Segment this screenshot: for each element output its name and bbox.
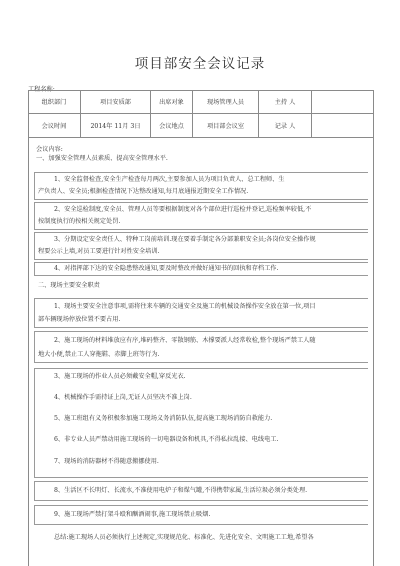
site-item-6: 6、非专业人员严禁动用施工现场的一切电器设备和机具,不得私拉乱接、电线电工. xyxy=(54,436,279,443)
item-3-line-2: 程要公示上墙,对员工要进行针对性安全培训. xyxy=(38,248,160,255)
site-item-9: 9、施工现场严禁打架斗殴和酗酒闹事,施工现场禁止吸烟. xyxy=(54,511,211,518)
section-heading-management: 一、加强安全管理人员素质、提高安全管理水平. xyxy=(36,155,168,162)
site-item-2-line-1: 2、施工现场的材料堆放应有序,堆码整齐、零散钢筋、木撑要派人经常收检,整个现场严禁工人随 xyxy=(54,337,316,344)
site-item-1-line-1: 1、现场主要安全注意事项,需将往来车辆的交通安全及施工的机械设备操作安全放在第一位,项目 xyxy=(54,303,316,310)
project-name-label: 工程名称: xyxy=(28,86,55,93)
item-4-line-1: 4、对指挥部下达的安全隐患整改通知,要及时整改并做好通知书的回执和存档工作. xyxy=(54,265,279,272)
site-item-4: 4、机械操作手需持证上岗,无证人员坚决不准上岗. xyxy=(54,394,192,401)
value-meeting-time: 2014年 11月 3日 xyxy=(81,114,151,137)
site-item-8: 8、生活区不长明灯、长流水,不准使用电炉子和煤气罐,不得携带家属,生活垃圾必须分类处理. xyxy=(54,487,308,494)
site-item-7: 7、现场的消防器材不得随意搬挪使用. xyxy=(54,458,159,465)
site-item-3: 3、施工现场的作业人员必须戴安全帽,穿反光衣. xyxy=(54,373,186,380)
label-recorder: 记录 人 xyxy=(259,114,312,137)
site-item-2-line-2: 地大小便,禁止工人穿拖鞋、赤脚上班等行为. xyxy=(38,351,160,358)
label-meeting-time: 会议时间 xyxy=(28,114,81,137)
item-3-line-1: 3、分期设定安全责任人、特种工岗前培训.现在要着手制定各分部兼职安全员;各岗位安全操作规 xyxy=(54,236,316,243)
value-organizer: 项目安质部 xyxy=(81,90,151,113)
item-1-line-2: 产负责人、安全员;根据检查情况下达整改通知,每月底通报近期安全工作情况. xyxy=(38,188,249,195)
label-organizer: 组织部门 xyxy=(28,90,81,113)
value-host xyxy=(312,90,374,113)
label-attendees: 出席对象 xyxy=(151,90,193,113)
label-location: 会议地点 xyxy=(151,114,193,137)
summary-line: 总结:施工现场人员必须执行上述规定,实现规范化、标准化、先进化安全、文明施工工地,希望各 xyxy=(54,534,314,541)
label-host: 主持 人 xyxy=(259,90,312,113)
meeting-content-label: 会议内容: xyxy=(36,146,63,153)
document-title: 项目部安全会议记录 xyxy=(134,56,266,72)
section-heading-site-duties: 二、现场主要安全职责 xyxy=(38,282,100,289)
value-location: 项目部会议室 xyxy=(193,114,259,137)
item-2-line-2: 按制度执行的按相关规定处罚. xyxy=(38,218,121,225)
header-row-1 xyxy=(28,90,374,114)
item-1-line-1: 1、安全监督检查,安全生产检查每月两次,主要参加人员为项目负责人、总工程师、生 xyxy=(54,176,285,183)
value-recorder xyxy=(312,114,374,137)
value-attendees: 现场管理人员 xyxy=(193,90,259,113)
header-row-2 xyxy=(28,114,374,138)
item-2-line-1: 2、安全巡检制度,安全员、管理人员等要根据制度对各个部位进行巡检并登记,巡检频率较低,不 xyxy=(54,206,312,213)
site-item-5: 5、施工班组有义务积极参加施工现场义务消防队伍,提高施工现场消防自救能力. xyxy=(54,415,273,422)
site-item-1-line-2: 部车辆现场停放位置不要占用. xyxy=(38,316,121,323)
